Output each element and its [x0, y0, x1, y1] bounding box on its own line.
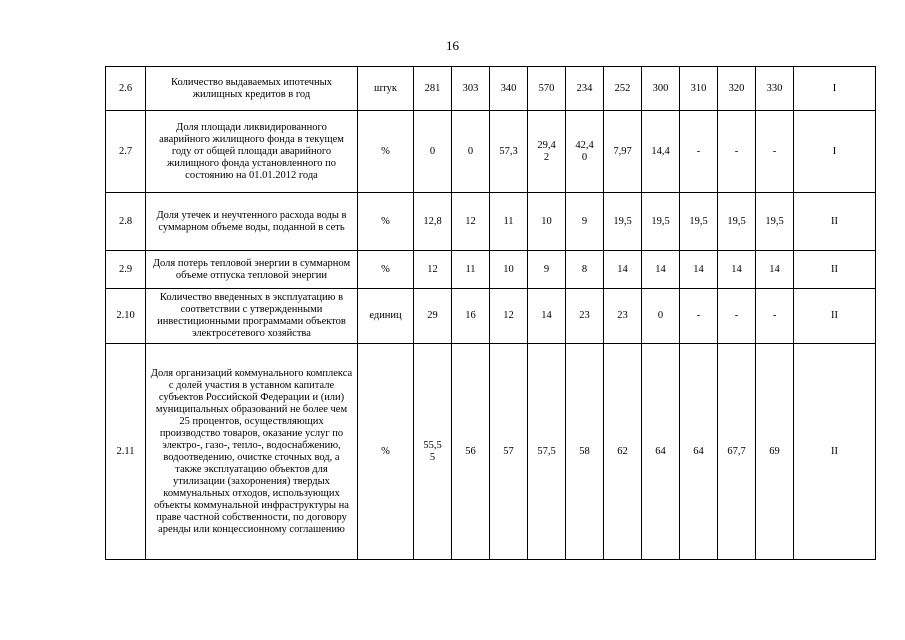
value-cell: 16 [452, 289, 490, 344]
value-cell: 19,5 [756, 193, 794, 251]
value-cell: 56 [452, 344, 490, 560]
unit-cell: % [358, 193, 414, 251]
value-cell: 10 [528, 193, 566, 251]
value-cell: 340 [490, 67, 528, 111]
value-cell: 252 [604, 67, 642, 111]
value-cell: 19,5 [604, 193, 642, 251]
value-cell: 9 [528, 251, 566, 289]
row-number-cell: 2.6 [106, 67, 146, 111]
value-cell: 12 [490, 289, 528, 344]
table-row [106, 289, 876, 344]
value-cell: 57,3 [490, 111, 528, 193]
value-cell: - [718, 111, 756, 193]
value-cell: 14 [756, 251, 794, 289]
level-cell: II [794, 344, 876, 560]
table-row [106, 344, 876, 560]
row-number-cell: 2.9 [106, 251, 146, 289]
level-cell: II [794, 193, 876, 251]
level-cell: II [794, 251, 876, 289]
indicator-name-cell: Доля утечек и неучтенного расхода воды в суммарном объеме воды, поданной в сеть [146, 193, 358, 251]
indicator-name-cell: Количество выдаваемых ипотечных жилищных кредитов в год [146, 67, 358, 111]
value-cell: 55,5 5 [414, 344, 452, 560]
value-cell: 0 [414, 111, 452, 193]
value-cell: 14 [642, 251, 680, 289]
value-cell: 69 [756, 344, 794, 560]
value-cell: 14 [680, 251, 718, 289]
unit-cell: % [358, 251, 414, 289]
value-cell: 310 [680, 67, 718, 111]
value-cell: 570 [528, 67, 566, 111]
value-cell: 23 [604, 289, 642, 344]
value-cell: 303 [452, 67, 490, 111]
value-cell: - [680, 289, 718, 344]
value-cell: 57,5 [528, 344, 566, 560]
level-cell: I [794, 67, 876, 111]
value-cell: 29,4 2 [528, 111, 566, 193]
value-cell: 8 [566, 251, 604, 289]
value-cell: 14 [528, 289, 566, 344]
value-cell: - [680, 111, 718, 193]
indicator-name-cell: Доля организаций коммунального комплекса с долей участия в уставном капитале субъектов Российской Федерации и (или) муниципальных образований не более чем 25 процентов, осуществляющих производство товаров, оказание услуг по электро-, газо-, тепло-, водоснабжению, водоотведению, очистке сточных вод, а также эксплуатацию объектов для утилизации (захоронения) твердых коммунальных отходов, использующих объекты коммунальной инфраструктуры на праве частной собственности, по договору аренды или концессионному соглашению [146, 344, 358, 560]
indicators-table [105, 66, 876, 560]
value-cell: 64 [642, 344, 680, 560]
value-cell: - [756, 289, 794, 344]
value-cell: 19,5 [642, 193, 680, 251]
value-cell: 19,5 [680, 193, 718, 251]
level-cell: I [794, 111, 876, 193]
value-cell: 330 [756, 67, 794, 111]
value-cell: 9 [566, 193, 604, 251]
value-cell: 29 [414, 289, 452, 344]
value-cell: 42,4 0 [566, 111, 604, 193]
value-cell: - [718, 289, 756, 344]
unit-cell: % [358, 344, 414, 560]
unit-cell: штук [358, 67, 414, 111]
value-cell: 58 [566, 344, 604, 560]
indicator-name-cell: Доля площади ликвидированного аварийного жилищного фонда в текущем году от общей площади аварийного жилищного фонда установленного по состоянию на 01.01.2012 года [146, 111, 358, 193]
value-cell: 14 [604, 251, 642, 289]
value-cell: 14,4 [642, 111, 680, 193]
value-cell: 12 [414, 251, 452, 289]
value-cell: 62 [604, 344, 642, 560]
row-number-cell: 2.7 [106, 111, 146, 193]
value-cell: 300 [642, 67, 680, 111]
unit-cell: % [358, 111, 414, 193]
row-number-cell: 2.10 [106, 289, 146, 344]
value-cell: 0 [452, 111, 490, 193]
value-cell: 67,7 [718, 344, 756, 560]
unit-cell: единиц [358, 289, 414, 344]
value-cell: 57 [490, 344, 528, 560]
value-cell: 12,8 [414, 193, 452, 251]
table-row [106, 111, 876, 193]
value-cell: 14 [718, 251, 756, 289]
value-cell: 320 [718, 67, 756, 111]
indicator-name-cell: Количество введенных в эксплуатацию в соответствии с утвержденными инвестиционными программами объектов электросетевого хозяйства [146, 289, 358, 344]
value-cell: 11 [490, 193, 528, 251]
table-row [106, 251, 876, 289]
level-cell: II [794, 289, 876, 344]
table-row [106, 193, 876, 251]
table-row [106, 67, 876, 111]
value-cell: 7,97 [604, 111, 642, 193]
value-cell: 11 [452, 251, 490, 289]
value-cell: - [756, 111, 794, 193]
value-cell: 64 [680, 344, 718, 560]
page-number: 16 [446, 38, 459, 53]
value-cell: 23 [566, 289, 604, 344]
value-cell: 281 [414, 67, 452, 111]
value-cell: 12 [452, 193, 490, 251]
value-cell: 234 [566, 67, 604, 111]
value-cell: 19,5 [718, 193, 756, 251]
row-number-cell: 2.11 [106, 344, 146, 560]
indicator-name-cell: Доля потерь тепловой энергии в суммарном объеме отпуска тепловой энергии [146, 251, 358, 289]
row-number-cell: 2.8 [106, 193, 146, 251]
value-cell: 10 [490, 251, 528, 289]
value-cell: 0 [642, 289, 680, 344]
